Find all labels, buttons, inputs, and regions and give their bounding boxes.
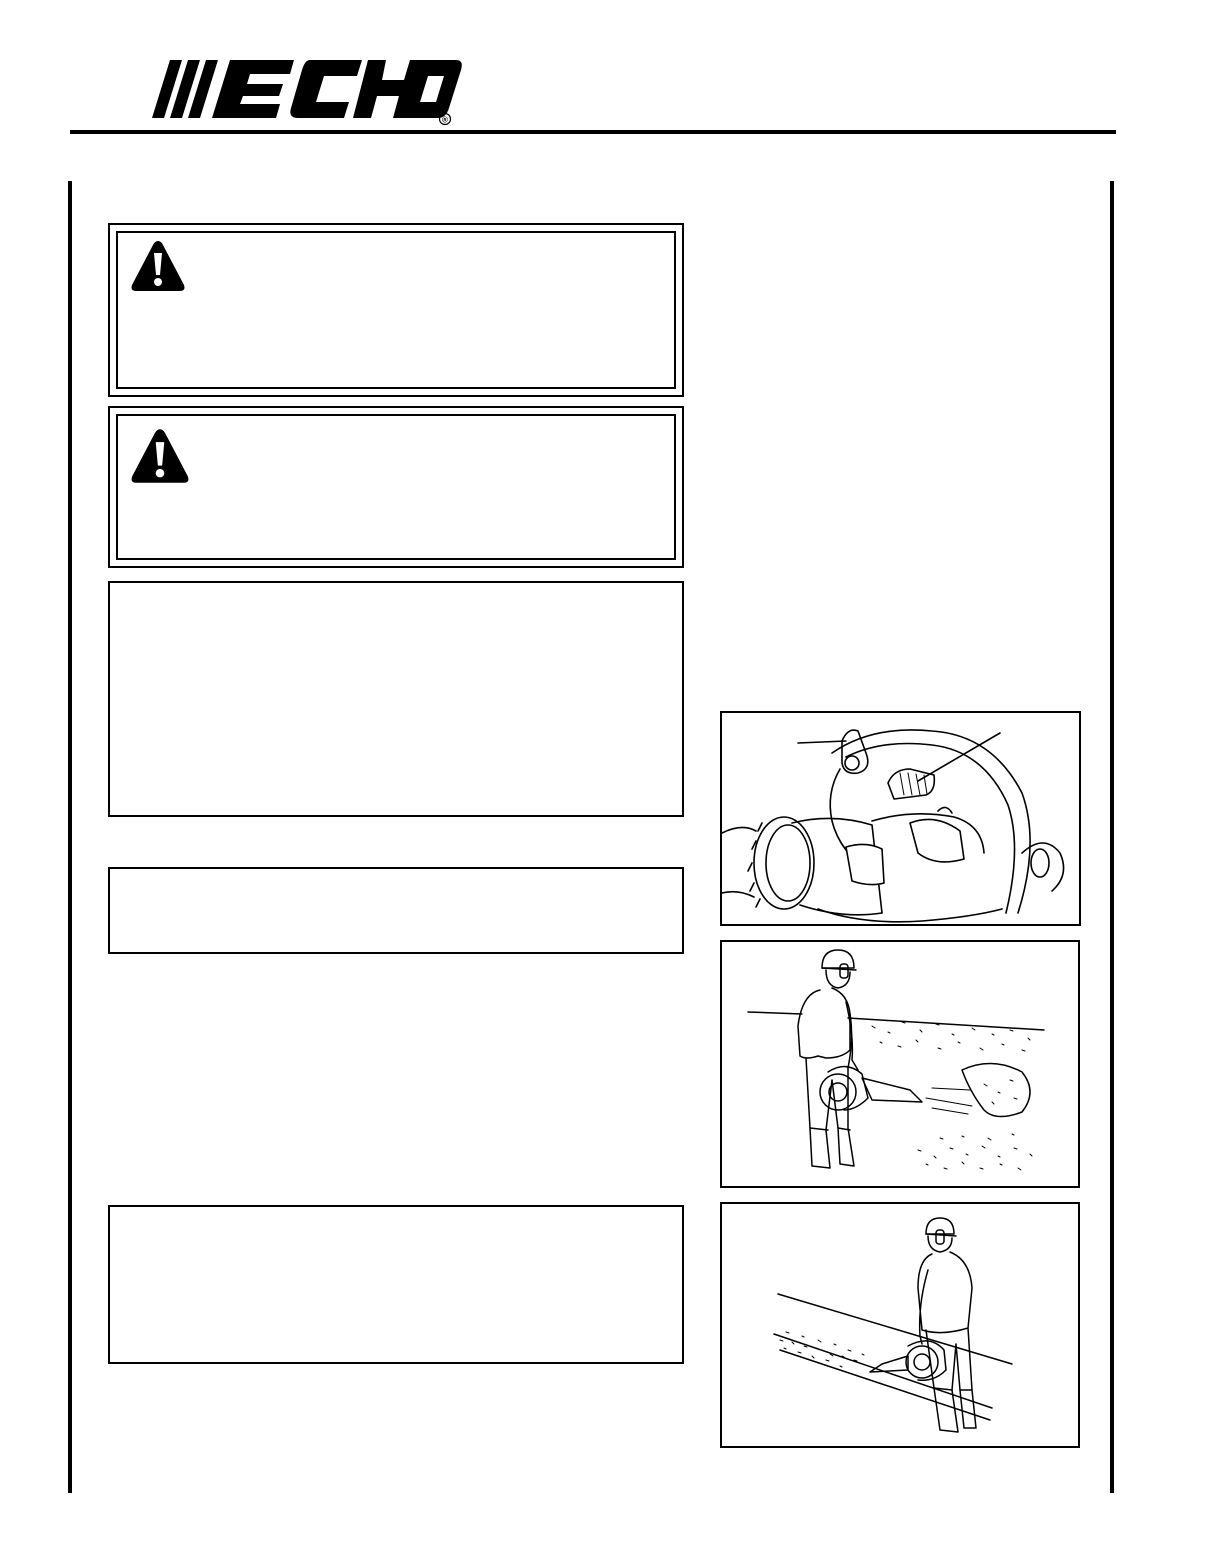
warning-box-2-inner (116, 414, 676, 560)
notice-box-1 (108, 581, 684, 817)
warning-triangle-icon (130, 239, 186, 293)
header-rule (70, 130, 1116, 134)
registered-mark: ® (442, 115, 448, 125)
warning-box-1-inner (116, 231, 676, 389)
warning-triangle-icon (130, 426, 190, 486)
warning-box-2 (108, 406, 684, 568)
warning-box-1 (108, 223, 684, 397)
figure-operator-blowing (720, 940, 1080, 1188)
notice-box-3 (108, 1205, 684, 1364)
echo-logo (148, 58, 463, 126)
right-margin-rule (1110, 181, 1114, 1493)
notice-box-2 (108, 867, 684, 954)
figure-throttle-trigger (720, 711, 1081, 926)
figure-operator-curb (720, 1202, 1080, 1448)
left-margin-rule (68, 181, 72, 1493)
